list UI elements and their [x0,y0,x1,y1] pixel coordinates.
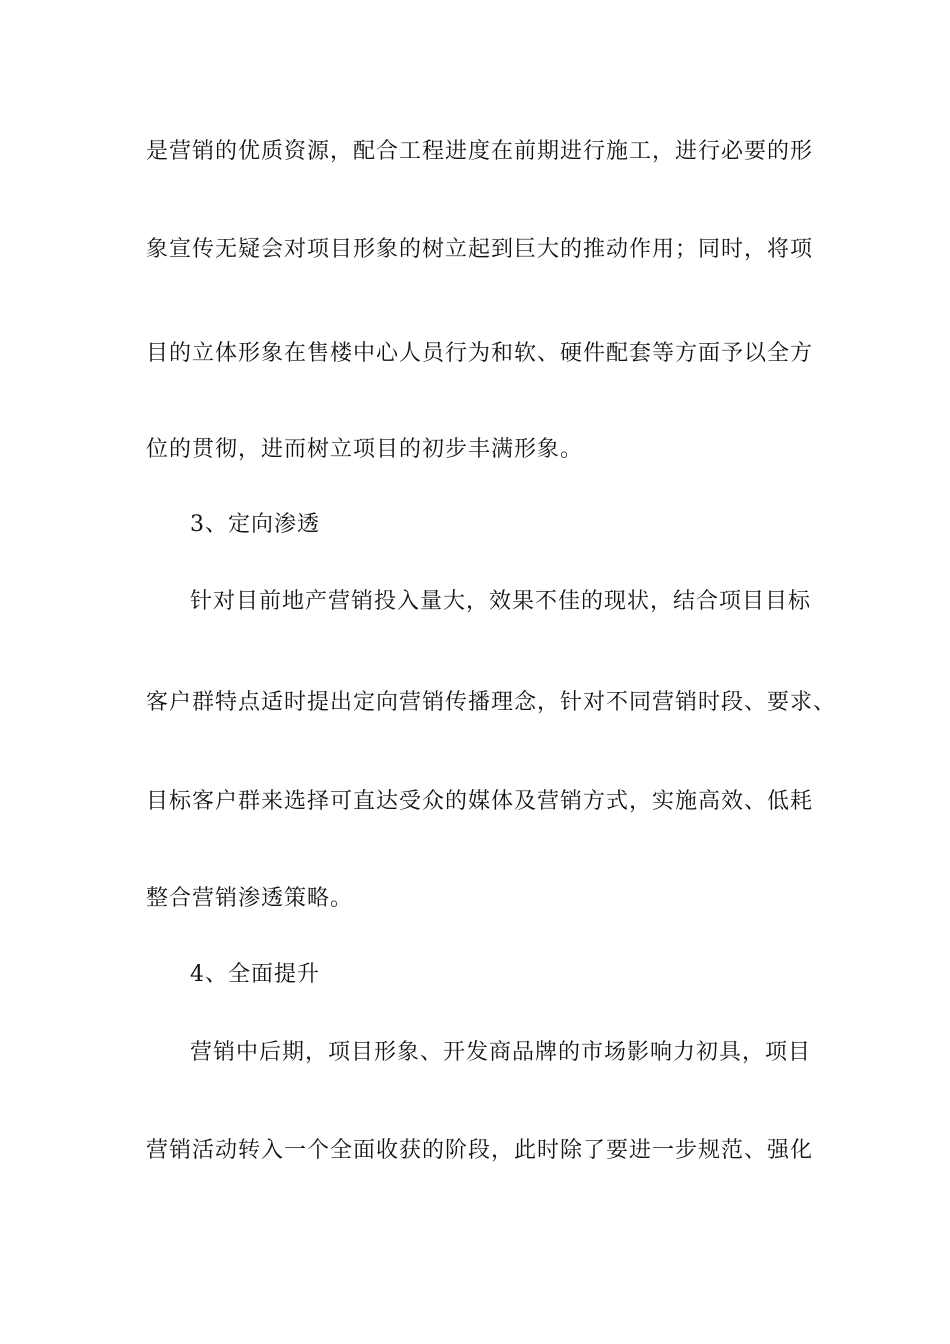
paragraph-line: 象宣传无疑会对项目形象的树立起到巨大的推动作用；同时，将项 [146,237,814,262]
paragraph-line: 目标客户群来选择可直达受众的媒体及营销方式，实施高效、低耗 [146,789,814,814]
paragraph-line: 整合营销渗透策略。 [146,886,354,911]
paragraph-line: 营销活动转入一个全面收获的阶段，此时除了要进一步规范、强化 [146,1138,814,1163]
paragraph-line: 针对目前地产营销投入量大，效果不佳的现状，结合项目目标 [190,589,812,614]
paragraph-line: 位的贯彻，进而树立项目的初步丰满形象。 [146,437,584,462]
paragraph-line: 目的立体形象在售楼中心人员行为和软、硬件配套等方面予以全方 [146,341,814,366]
paragraph-line: 客户群特点适时提出定向营销传播理念，针对不同营销时段、要求、 [146,690,837,715]
section-heading: 3、定向渗透 [190,512,320,537]
section-heading: 4、全面提升 [190,962,320,987]
paragraph-line: 是营销的优质资源，配合工程进度在前期进行施工，进行必要的形 [146,139,814,164]
paragraph-line: 营销中后期，项目形象、开发商品牌的市场影响力初具，项目 [190,1040,812,1065]
